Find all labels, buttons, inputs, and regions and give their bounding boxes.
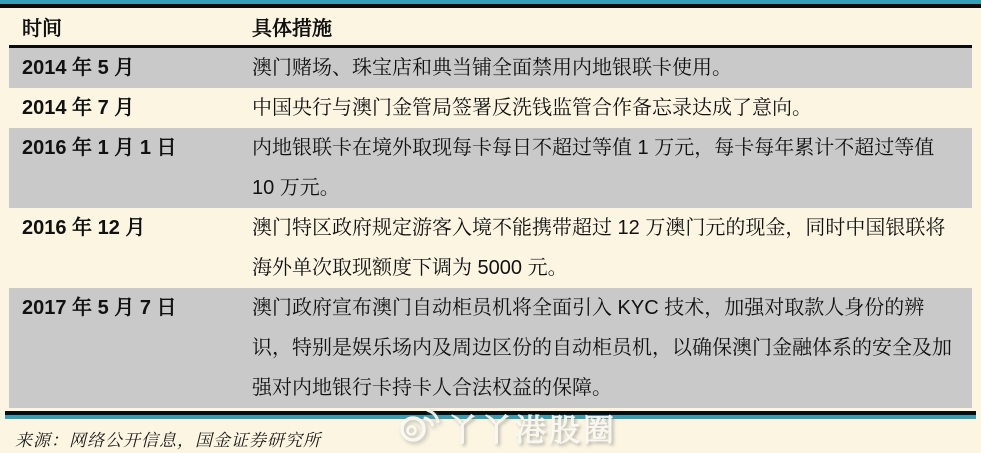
row-time: 2016 年 12 月 <box>22 217 146 239</box>
row-time: 2014 年 5 月 <box>22 57 135 79</box>
measures-table <box>9 8 972 408</box>
watermark-text: 丫丫港股圈 <box>447 413 617 448</box>
row-time: 2017 年 5 月 7 日 <box>22 297 177 319</box>
table-row <box>9 288 972 408</box>
header-measure: 具体措施 <box>252 18 332 40</box>
table-row <box>9 208 972 288</box>
row-measure: 澳门赌场、珠宝店和典当铺全面禁用内地银联卡使用。 <box>252 57 732 79</box>
row-time: 2014 年 7 月 <box>22 97 135 119</box>
header-time: 时间 <box>22 18 62 40</box>
table-header-row <box>9 8 972 48</box>
row-measure: 内地银联卡在境外取现每卡每日不超过等值 1 万元，每卡每年累计不超过等值 10 万元。 <box>252 137 935 199</box>
row-measure: 澳门特区政府规定游客入境不能携带超过 12 万澳门元的现金，同时中国银联将海外单次取现额度下调为 5000 元。 <box>252 217 946 279</box>
source-note: 来源：网络公开信息，国金证券研究所 <box>15 431 321 451</box>
table-row <box>9 88 972 128</box>
table-row <box>9 128 972 208</box>
row-time: 2016 年 1 月 1 日 <box>22 137 177 159</box>
bottom-rules <box>5 411 976 419</box>
table-row <box>9 48 972 88</box>
row-measure: 澳门政府宣布澳门自动柜员机将全面引入 KYC 技术，加强对取款人身份的辨识，特别是娱乐场内及周边区份的自动柜员机，以确保澳门金融体系的安全及加强对内地银行卡持卡人合法权益的保障。 <box>252 297 952 399</box>
footer <box>0 413 981 452</box>
row-measure: 中国央行与澳门金管局签署反洗钱监管合作备忘录达成了意向。 <box>252 97 812 119</box>
